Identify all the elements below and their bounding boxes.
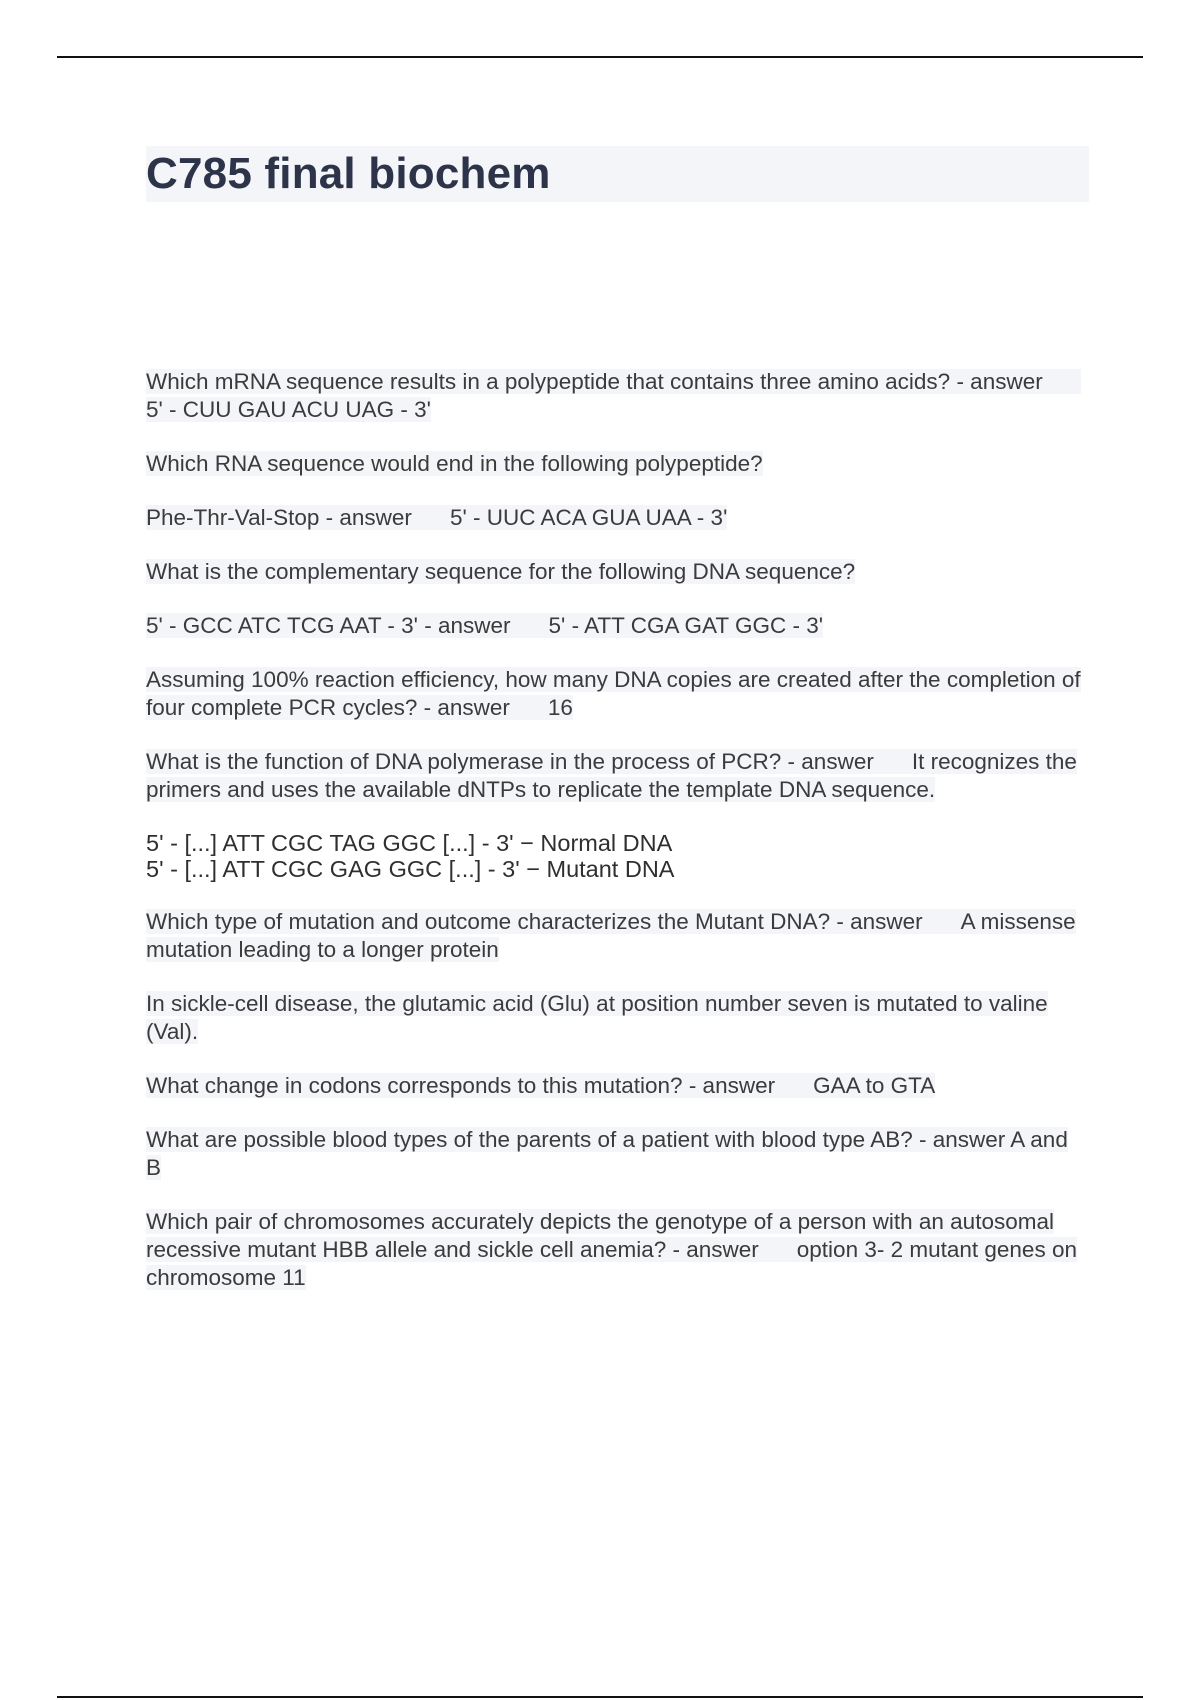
qa-item-1 — [146, 368, 1086, 424]
answer-text: 16 — [547, 695, 573, 720]
question-text: Which pair of chromosomes accurately depicts the genotype of a person with an autosomal recessive mutant HBB allele and sickle cell anemia? - answer — [146, 1209, 1054, 1262]
question-text: What are possible blood types of the parents of a patient with blood type AB? - answer — [146, 1127, 1006, 1152]
answer-text: GAA to GTA — [813, 1073, 936, 1098]
question-text: 5' - GCC ATC TCG AAT - 3' - answer — [146, 613, 511, 638]
answer-text: It recognizes the primers and uses the available dNTPs to replicate the template DNA sequence. — [146, 749, 1077, 802]
dna-sequences — [146, 830, 1086, 882]
answer-text: 5' - CUU GAU ACU UAG - 3' — [146, 397, 431, 422]
normal-dna-line: 5' - [...] ATT CGC TAG GGC [...] - 3' − Normal DNA — [146, 830, 673, 856]
prompt-text: In sickle-cell disease, the glutamic acid (Glu) at position number seven is mutated to valine (Val). — [146, 991, 1048, 1044]
answer-text: 5' - UUC ACA GUA UAA - 3' — [449, 505, 728, 530]
qa-item-2 — [146, 450, 1086, 478]
qa-item-12 — [146, 1208, 1086, 1292]
qa-item-10 — [146, 1072, 1086, 1100]
question-text: Phe-Thr-Val-Stop - answer — [146, 505, 412, 530]
prompt-text: Which RNA sequence would end in the following polypeptide? — [146, 451, 763, 476]
qa-item-7 — [146, 748, 1086, 804]
answer-text: option 3- 2 mutant genes on chromosome 11 — [146, 1237, 1077, 1290]
mutant-dna-line: 5' - [...] ATT CGC GAG GGC [...] - 3' − Mutant DNA — [146, 856, 675, 882]
bottom-rule — [57, 1696, 1143, 1698]
qa-item-9 — [146, 990, 1086, 1046]
qa-item-4 — [146, 558, 1086, 586]
answer-text: 5' - ATT CGA GAT GGC - 3' — [548, 613, 823, 638]
prompt-text: What is the complementary sequence for the following DNA sequence? — [146, 559, 856, 584]
qa-item-6 — [146, 666, 1086, 722]
qa-content — [146, 368, 1086, 1318]
qa-item-3 — [146, 504, 1086, 532]
question-text: What is the function of DNA polymerase in the process of PCR? - answer — [146, 749, 874, 774]
document-title: C785 final biochem — [146, 149, 551, 198]
answer-text: A missense mutation leading to a longer protein — [146, 909, 1076, 962]
question-text: Which type of mutation and outcome characterizes the Mutant DNA? - answer — [146, 909, 923, 934]
qa-item-5 — [146, 612, 1086, 640]
question-text: Assuming 100% reaction efficiency, how many DNA copies are created after the completion of four complete PCR cycles? - answer — [146, 667, 1081, 720]
qa-item-11 — [146, 1126, 1086, 1182]
question-text: What change in codons corresponds to this mutation? - answer — [146, 1073, 776, 1098]
qa-item-8 — [146, 908, 1086, 964]
answer-text: A and B — [146, 1127, 1068, 1180]
question-text: Which mRNA sequence results in a polypeptide that contains three amino acids? - answer — [146, 369, 1043, 394]
top-rule — [57, 56, 1143, 58]
